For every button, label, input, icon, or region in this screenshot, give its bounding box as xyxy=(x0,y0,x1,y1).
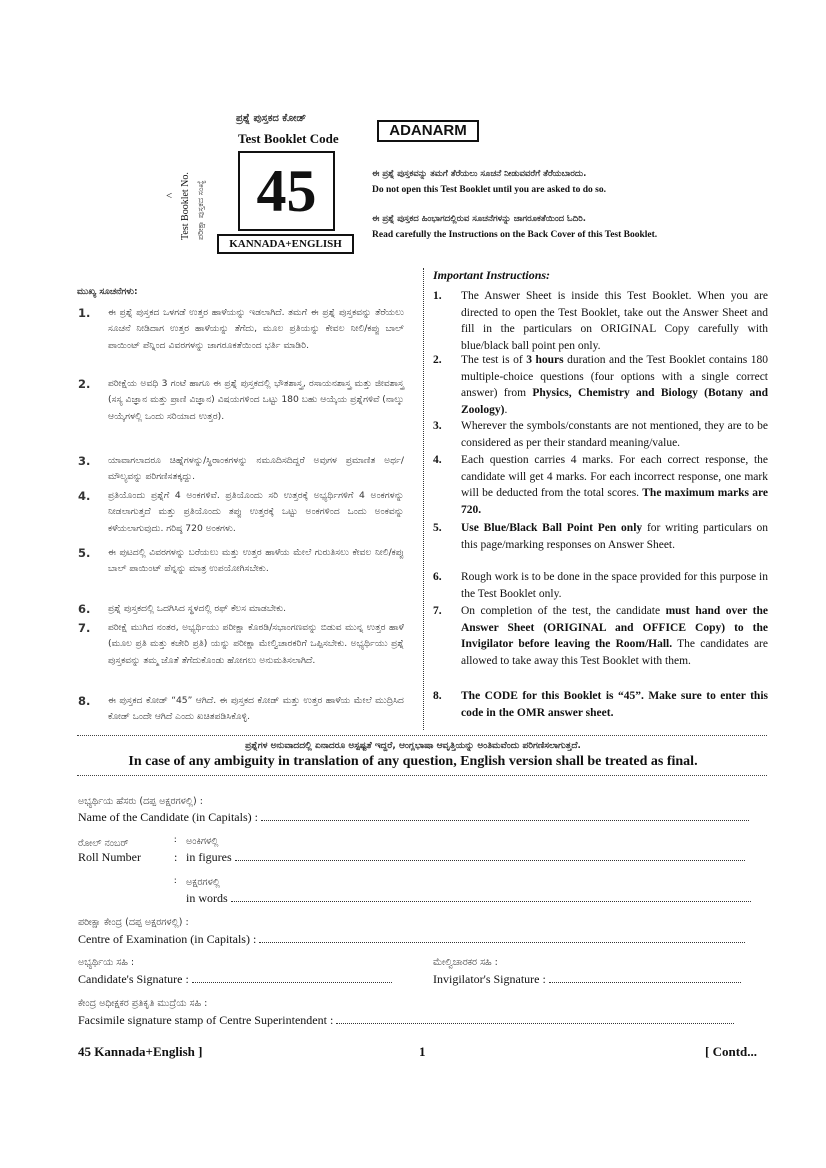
instructions-title-kn: ಮುಖ್ಯ ಸೂಚನೆಗಳು: xyxy=(77,287,138,297)
instruction-kn-item-number: 2. xyxy=(78,377,91,391)
invigilator-signature-label: Invigilator's Signature : xyxy=(433,972,546,986)
open-warning: Do not open this Test Booklet until you are asked to do so. xyxy=(372,185,606,195)
booklet-number-label-kn: ಪರೀಕ್ಷಾ ಪುಸ್ತಕದ ಸಂಖ್ಯೆ xyxy=(196,180,205,240)
instruction-kn-item xyxy=(78,601,404,619)
instruction-kn-item-number: 3. xyxy=(78,454,91,468)
invigilator-signature-label-kn: ಮೇಲ್ವಿಚಾರಕರ ಸಹಿ : xyxy=(433,957,498,968)
instruction-kn-item-text: ಈ ಪುಟದಲ್ಲಿ ವಿವರಗಳನ್ನು ಬರೆಯಲು ಮತ್ತು ಉತ್ತರ ಹಾಳೆಯ ಮೇಲೆ ಗುರುತಿಸಲು ಕೇವಲ ನೀಲಿ/ಕಪ್ಪು ಬಾಲ್ ಪಾಯಿಂಟ್ ಪೆನ್ನನ್ನು ಮಾತ್ರ ಉಪಯೋಗಿಸಬೇಕು. xyxy=(108,547,404,575)
instruction-item-number: 5. xyxy=(433,522,442,534)
instruction-item-number: 6. xyxy=(433,571,442,583)
translation-notice: In case of any ambiguity in translation of any question, English version shall be treated as final. xyxy=(128,754,698,769)
booklet-number-label xyxy=(178,152,220,242)
candidate-signature-input[interactable] xyxy=(192,974,392,983)
page-number: 1 xyxy=(419,1044,426,1059)
open-warning-kn: ಈ ಪ್ರಶ್ನೆ ಪುಸ್ತಕವನ್ನು ತಮಗೆ ತೆರೆಯಲು ಸೂಚನೆ ನೀಡುವವರೆಗೆ ತೆರೆಯಬಾರದು. xyxy=(372,169,587,179)
instruction-item xyxy=(433,569,768,599)
candidate-signature-field[interactable] xyxy=(78,972,392,987)
divider xyxy=(77,735,767,736)
instruction-item xyxy=(433,603,768,683)
booklet-number-label-en: Test Booklet No. xyxy=(180,172,191,240)
instruction-item-text: On completion of the test, the candidate must hand over the Answer Sheet (ORIGINAL and OFFICE Copy) to the Invigilator before leaving the Room/Hall. The candidates are allowed to take away this Test Booklet with them. xyxy=(461,605,768,667)
superintendent-stamp-label: Facsimile signature stamp of Centre Superintendent : xyxy=(78,1013,334,1027)
instruction-kn-item-text: ಪರೀಕ್ಷೆ ಮುಗಿದ ನಂತರ, ಅಭ್ಯರ್ಥಿಯು ಪರೀಕ್ಷಾ ಕೊಠಡಿ/ಸಭಾಂಗಣವನ್ನು ಬಿಡುವ ಮುನ್ನ ಉತ್ತರ ಹಾಳೆ (ಮೂಲ ಪ್ರತಿ ಮತ್ತು ಕಚೇರಿ ಪ್ರತಿ) ಯನ್ನು ಪರೀಕ್ಷಾ ಮೇಲ್ವಿಚಾರಕರಿಗೆ ಒಪ್ಪಿಸಬೇಕು. ಅಭ್ಯರ್ಥಿಯು ಪ್ರಶ್ನೆ ಪುಸ್ತಕವನ್ನು ತಮ್ಮ ಜೊತೆ ತೆಗೆದುಕೊಂಡು ಹೋಗಲು ಅನುಮತಿಸಲಾಗಿದೆ. xyxy=(108,622,404,666)
instruction-item-text: The test is of 3 hours duration and the Test Booklet contains 180 multiple-choice questions (four options with a single correct answer) from Physics, Chemistry and Biology (Botany and Zoology). xyxy=(461,354,768,416)
footer-code: 45 Kannada+English ] xyxy=(78,1044,203,1059)
language-badge: KANNADA+ENGLISH xyxy=(217,234,354,254)
instruction-kn-item-number: 8. xyxy=(78,694,91,708)
instruction-kn-item-text: ಪರೀಕ್ಷೆಯ ಅವಧಿ 3 ಗಂಟೆ ಹಾಗೂ ಈ ಪ್ರಶ್ನೆ ಪುಸ್ತಕದಲ್ಲಿ ಭೌತಶಾಸ್ತ್ರ, ರಸಾಯನಶಾಸ್ತ್ರ ಮತ್ತು ಜೀವಶಾಸ್ತ್ರ (ಸಸ್ಯ ವಿಜ್ಞಾನ ಮತ್ತು ಪ್ರಾಣಿ ವಿಜ್ಞಾನ) ವಿಷಯಗಳಿಂದ ಒಟ್ಟು 180 ಬಹು ಆಯ್ಕೆಯ ಪ್ರಶ್ನೆಗಳಿವೆ (ನಾಲ್ಕು ಆಯ್ಕೆಗಳಲ್ಲಿ ಒಂದು ಸರಿಯಾದ ಉತ್ತರ). xyxy=(108,378,404,422)
divider xyxy=(77,775,767,776)
instruction-item-text: Rough work is to be done in the space provided for this purpose in the Test Booklet only. xyxy=(461,571,768,600)
centre-field[interactable] xyxy=(78,932,745,947)
centre-label-kn: ಪರೀಕ್ಷಾ ಕೇಂದ್ರ (ದಪ್ಪ ಅಕ್ಷರಗಳಲ್ಲಿ) : xyxy=(78,917,189,928)
instruction-kn-item xyxy=(78,620,404,688)
instruction-item xyxy=(433,288,768,352)
instruction-item-number: 2. xyxy=(433,354,442,366)
instruction-kn-item-text: ಯಾವಾಗಲಾದರೂ ಚಿಹ್ನೆಗಳನ್ನು/ಸ್ಥಿರಾಂಕಗಳನ್ನು ನಮೂದಿಸದಿದ್ದರೆ ಅವುಗಳ ಪ್ರಮಾಣಿತ ಅರ್ಥ/ಮೌಲ್ಯವನ್ನು ಪರಿಗಣಿಸತಕ್ಕದ್ದು. xyxy=(108,455,404,483)
invigilator-signature-field[interactable] xyxy=(433,972,741,987)
series-code: ADANARM xyxy=(377,120,479,142)
translation-notice-kn: ಪ್ರಶ್ನೆಗಳ ಅನುವಾದದಲ್ಲಿ ಏನಾದರೂ ಅಸ್ಪಷ್ಟತೆ ಇದ್ದರೆ, ಆಂಗ್ಲಭಾಷಾ ಆವೃತ್ತಿಯನ್ನು ಅಂತಿಮವೆಂದು ಪರಿಗಣಿಸಲಾಗುತ್ತದೆ. xyxy=(245,741,581,751)
candidate-name-input[interactable] xyxy=(261,812,749,821)
candidate-name-label: Name of the Candidate (in Capitals) : xyxy=(78,810,258,824)
instruction-item-number: 4. xyxy=(433,454,442,466)
candidate-signature-label-kn: ಅಭ್ಯರ್ಥಿಯ ಸಹಿ : xyxy=(78,957,135,968)
roll-colon: : xyxy=(174,850,178,864)
roll-words-field[interactable] xyxy=(186,891,751,906)
instruction-kn-item-text: ಈ ಪ್ರಶ್ನೆ ಪುಸ್ತಕದ ಒಳಗಡೆ ಉತ್ತರ ಹಾಳೆಯನ್ನು ಇಡಲಾಗಿದೆ. ತಮಗೆ ಈ ಪ್ರಶ್ನೆ ಪುಸ್ತಕವನ್ನು ತೆರೆಯಲು ಸೂಚನೆ ನೀಡಿದಾಗ ಉತ್ತರ ಹಾಳೆಯನ್ನು ತೆಗೆದು, ಮೂಲ ಪ್ರತಿಯನ್ನು ಕೇವಲ ನೀಲಿ/ಕಪ್ಪು ಬಾಲ್ ಪಾಯಿಂಟ್ ಪೆನ್ನಿಂದ ವಿವರಗಳನ್ನು ಜಾಗರೂಕತೆಯಿಂದ ಭರ್ತಿ ಮಾಡಿರಿ. xyxy=(108,307,404,351)
in-figures-label-kn: ಅಂಕಿಗಳಲ್ಲಿ xyxy=(186,836,219,847)
contd-label: [ Contd... xyxy=(705,1044,758,1059)
instruction-kn-item-text: ಪ್ರಶ್ನೆ ಪುಸ್ತಕದಲ್ಲಿ ಒದಗಿಸಿದ ಸ್ಥಳದಲ್ಲಿ ರಫ್ ಕೆಲಸ ಮಾಡಬೇಕು. xyxy=(108,603,287,614)
booklet-code: 45 xyxy=(256,157,317,224)
instruction-item-number: 3. xyxy=(433,420,442,432)
candidate-name-label-kn: ಅಭ್ಯರ್ಥಿಯ ಹೆಸರು (ದಪ್ಪ ಅಕ್ಷರಗಳಲ್ಲಿ) : xyxy=(78,796,203,807)
instruction-item xyxy=(433,688,768,723)
roll-figures-field[interactable] xyxy=(186,850,745,865)
instruction-item-text: Each question carries 4 marks. For each correct response, the candidate will get 4 marks. For each incorrect response, one mark will be deducted from the total scores. The maximum marks are 720. xyxy=(461,454,768,516)
instruction-item xyxy=(433,520,768,565)
booklet-code-label: Test Booklet Code xyxy=(238,131,339,146)
booklet-code-label-kn: ಪ್ರಶ್ನೆ ಪುಸ್ತಕದ ಕೋಡ್ xyxy=(236,113,307,124)
instruction-kn-item-text: ಈ ಪುಸ್ತಕದ ಕೋಡ್ “45” ಆಗಿದೆ. ಈ ಪುಸ್ತಕದ ಕೋಡ್ ಮತ್ತು ಉತ್ತರ ಹಾಳೆಯ ಮೇಲೆ ಮುದ್ರಿಸಿದ ಕೋಡ್ ಒಂದೇ ಆಗಿದೆ ಎಂದು ಖಚಿತಪಡಿಸಿಕೊಳ್ಳಿ. xyxy=(108,695,404,723)
instruction-item-text: Use Blue/Black Ball Point Pen only for writing particulars on this page/marking responses on Answer Sheet. xyxy=(461,522,768,551)
superintendent-stamp-field[interactable] xyxy=(78,1013,734,1028)
in-figures-label: in figures xyxy=(186,850,232,864)
centre-label: Centre of Examination (in Capitals) : xyxy=(78,932,257,946)
instruction-item-number: 1. xyxy=(433,290,442,302)
instruction-kn-item-text: ಪ್ರತಿಯೊಂದು ಪ್ರಶ್ನೆಗೆ 4 ಅಂಕಗಳಿವೆ. ಪ್ರತಿಯೊಂದು ಸರಿ ಉತ್ತರಕ್ಕೆ ಅಭ್ಯರ್ಥಿಗಳಿಗೆ 4 ಅಂಕಗಳನ್ನು ನೀಡಲಾಗುತ್ತದೆ ಮತ್ತು ಪ್ರತಿಯೊಂದು ತಪ್ಪು ಉತ್ತರಕ್ಕೆ ಒಟ್ಟು ಅಂಕಗಳಿಂದ ಒಂದು ಅಂಕವನ್ನು ಕಳೆಯಲಾಗುವುದು. ಗರಿಷ್ಠ 720 ಅಂಕಗಳು. xyxy=(108,490,404,534)
booklet-code-box xyxy=(238,151,335,231)
instruction-kn-item-number: 1. xyxy=(78,306,91,320)
candidate-signature-label: Candidate's Signature : xyxy=(78,972,189,986)
invigilator-signature-input[interactable] xyxy=(549,974,741,983)
instruction-item-text: The CODE for this Booklet is “45”. Make sure to enter this code in the OMR answer sheet. xyxy=(461,690,768,719)
roll-number-label: Roll Number xyxy=(78,850,141,864)
instruction-kn-item xyxy=(78,305,404,370)
instruction-item xyxy=(433,452,768,516)
instruction-item xyxy=(433,418,768,448)
column-divider xyxy=(423,268,424,730)
instruction-kn-item xyxy=(78,693,404,728)
instructions-title: Important Instructions: xyxy=(433,268,551,282)
read-instructions-kn: ಈ ಪ್ರಶ್ನೆ ಪುಸ್ತಕದ ಹಿಂಭಾಗದಲ್ಲಿರುವ ಸೂಚನೆಗಳನ್ನು ಜಾಗರೂಕತೆಯಿಂದ ಓದಿರಿ. xyxy=(372,214,586,224)
roll-colon: : xyxy=(174,835,177,845)
read-instructions: Read carefully the Instructions on the Back Cover of this Test Booklet. xyxy=(372,230,658,240)
instruction-kn-item xyxy=(78,453,404,483)
instruction-item-text: Wherever the symbols/constants are not mentioned, they are to be considered as per their standard meaning/value. xyxy=(461,420,768,449)
superintendent-stamp-input[interactable] xyxy=(336,1015,734,1024)
centre-input[interactable] xyxy=(259,934,745,943)
arrow-icon: < xyxy=(166,190,173,202)
roll-figures-input[interactable] xyxy=(235,852,745,861)
roll-number-label-kn: ರೋಲ್ ನಂಬರ್ xyxy=(78,838,129,849)
instruction-kn-item xyxy=(78,545,404,595)
words-colon: : xyxy=(174,876,177,886)
in-words-label-kn: ಅಕ್ಷರಗಳಲ್ಲಿ xyxy=(186,877,220,888)
instruction-kn-item xyxy=(78,488,404,538)
instruction-item-number: 7. xyxy=(433,605,442,617)
instruction-kn-item-number: 5. xyxy=(78,546,91,560)
superintendent-stamp-label-kn: ಕೇಂದ್ರ ಅಧೀಕ್ಷಕರ ಪ್ರತಿಕೃತಿ ಮುದ್ರೆಯ ಸಹಿ : xyxy=(78,998,208,1009)
instruction-item xyxy=(433,352,768,414)
instruction-kn-item xyxy=(78,376,404,446)
instruction-kn-item-number: 6. xyxy=(78,602,91,616)
instruction-kn-item-number: 7. xyxy=(78,621,91,635)
roll-words-input[interactable] xyxy=(231,893,751,902)
instruction-kn-item-number: 4. xyxy=(78,489,91,503)
instruction-item-text: The Answer Sheet is inside this Test Booklet. When you are directed to open the Test Booklet, take out the Answer Sheet and fill in the particulars on ORIGINAL Copy carefully with blue/black ball point pen only. xyxy=(461,290,768,352)
instruction-item-number: 8. xyxy=(433,690,442,702)
candidate-name-field[interactable] xyxy=(78,810,749,825)
in-words-label: in words xyxy=(186,891,228,905)
